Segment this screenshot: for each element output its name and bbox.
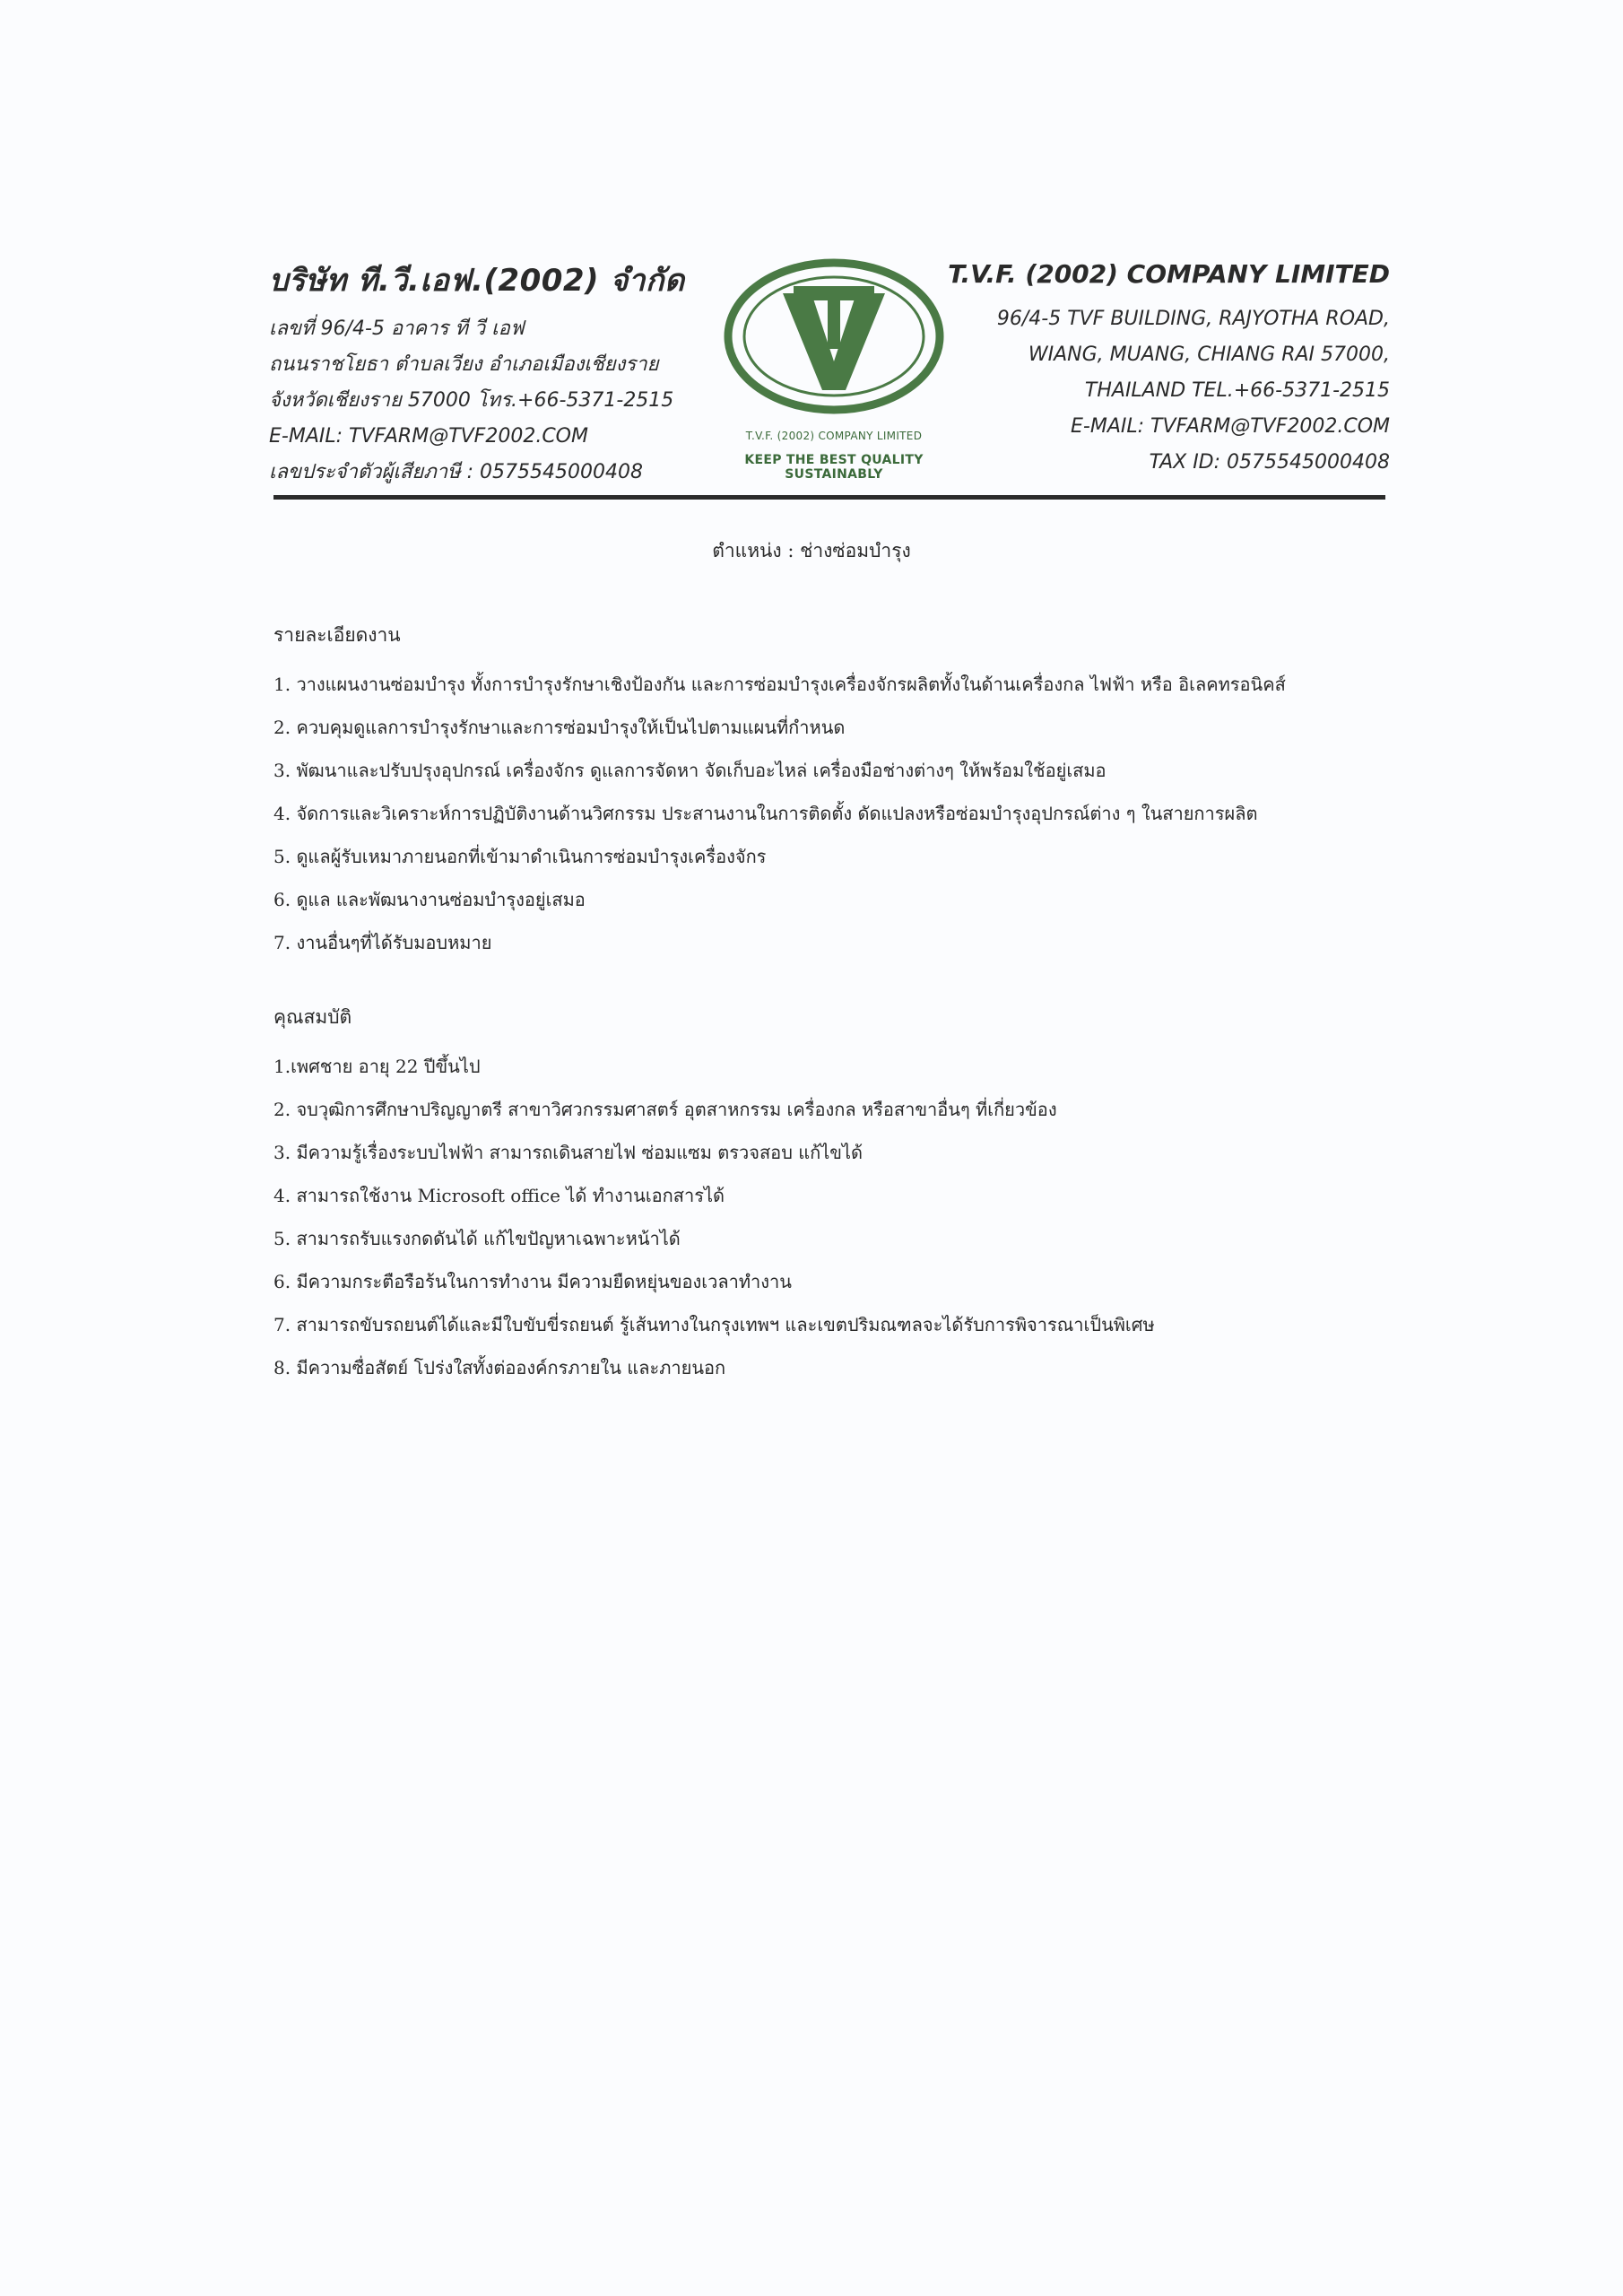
letterhead-thai [269, 256, 717, 491]
address-line-thai: จังหวัดเชียงราย 57000 โทร.+66-5371-2515 [269, 389, 674, 412]
qualification-item: 8. มีความซื่อสัตย์ โปร่งใสทั้งต่อองค์กรภายใน และภายนอก [273, 1357, 726, 1378]
logo-company-caption: T.V.F. (2002) COMPANY LIMITED [745, 430, 923, 442]
letterhead-english [924, 256, 1390, 481]
tax-id-english: TAX ID: 0575545000408 [1149, 451, 1390, 474]
duty-item: 5. ดูแลผู้รับเหมาภายนอกที่เข้ามาดำเนินการซ่อมบำรุงเครื่องจักร [273, 846, 767, 867]
qualifications-section [273, 1003, 1155, 1389]
address-line-english: WIANG, MUANG, CHIANG RAI 57000, [1028, 344, 1390, 366]
qualification-item: 1.เพศชาย อายุ 22 ปีขึ้นไป [273, 1056, 481, 1077]
position-title: ตำแหน่ง : ช่างซ่อมบำรุง [712, 540, 911, 561]
logo-slogan: KEEP THE BEST QUALITY SUSTAINABLY [744, 453, 924, 482]
qualification-item: 2. จบวุฒิการศึกษาปริญญาตรี สาขาวิศวกรรมศาสตร์ อุตสาหกรรม เครื่องกล หรือสาขาอื่นๆ ที่เกี่ยวข้อง [273, 1099, 1057, 1120]
qualification-item: 3. มีความรู้เรื่องระบบไฟฟ้า สามารถเดินสายไฟ ซ่อมแซม ตรวจสอบ แก้ไขได้ [273, 1142, 864, 1163]
letterhead [269, 256, 1390, 507]
duty-item: 4. จัดการและวิเคราะห์การปฏิบัติงานด้านวิศกรรม ประสานงานในการติดตั้ง ดัดแปลงหรือซ่อมบำรุงอุปกรณ์ต่าง ๆ ในสายการผลิต [273, 803, 1258, 824]
duty-item: 2. ควบคุมดูแลการบำรุงรักษาและการซ่อมบำรุงให้เป็นไปตามแผนที่กำหนด [273, 717, 846, 738]
email-english: E-MAIL: TVFARM@TVF2002.COM [1071, 415, 1390, 438]
address-line-english: THAILAND TEL.+66-5371-2515 [1084, 379, 1390, 402]
tax-id-thai: เลขประจำตัวผู้เสียภาษี : 0575545000408 [269, 461, 643, 483]
duty-item: 3. พัฒนาและปรับปรุงอุปกรณ์ เครื่องจักร ดูแลการจัดหา จัดเก็บอะไหล่ เครื่องมือช่างต่างๆ ให้พร้อมใช้อยู่เสมอ [273, 760, 1107, 781]
duty-item: 7. งานอื่นๆที่ได้รับมอบหมาย [273, 932, 492, 953]
address-line-thai: ถนนราชโยธา ตำบลเวียง อำเภอเมืองเชียงราย [269, 353, 659, 376]
qualification-item: 6. มีความกระตือรือร้นในการทำงาน มีความยืดหยุ่นของเวลาทำงาน [273, 1271, 792, 1292]
qualification-item: 7. สามารถขับรถยนต์ได้และมีใบขับขี่รถยนต์ รู้เส้นทางในกรุงเทพฯ และเขตปริมณฑลจะได้รับการพิจารณาเป็นพิเศษ [273, 1314, 1155, 1335]
qualification-item: 5. สามารถรับแรงกดดันได้ แก้ไขปัญหาเฉพาะหน้าได้ [273, 1228, 681, 1249]
duties-heading: รายละเอียดงาน [273, 624, 401, 646]
email-thai: E-MAIL: TVFARM@TVF2002.COM [269, 425, 588, 448]
company-name-english: T.V.F. (2002) COMPANY LIMITED [948, 259, 1390, 289]
job-duties-section [273, 621, 1286, 964]
duty-item: 1. วางแผนงานซ่อมบำรุง ทั้งการบำรุงรักษาเชิงป้องกัน และการซ่อมบำรุงเครื่องจักรผลิตทั้งในด้านเครื่องกล ไฟฟ้า หรือ อิเลคทรอนิคส์ [273, 674, 1286, 695]
duty-item: 6. ดูแล และพัฒนางานซ่อมบำรุงอยู่เสมอ [273, 889, 586, 910]
address-line-english: 96/4-5 TVF BUILDING, RAJYOTHA ROAD, [996, 308, 1390, 330]
qualification-item: 4. สามารถใช้งาน Microsoft office ได้ ทำงานเอกสารได้ [273, 1185, 725, 1206]
letterhead-divider [273, 495, 1385, 500]
tv-logo-mark [722, 256, 946, 417]
address-line-thai: เลขที่ 96/4-5 อาคาร ที วี เอฟ [269, 317, 525, 340]
qualifications-heading: คุณสมบัติ [273, 1006, 352, 1028]
company-name-thai: บริษัท ที.วี.เอฟ.(2002) จำกัด [269, 263, 685, 299]
